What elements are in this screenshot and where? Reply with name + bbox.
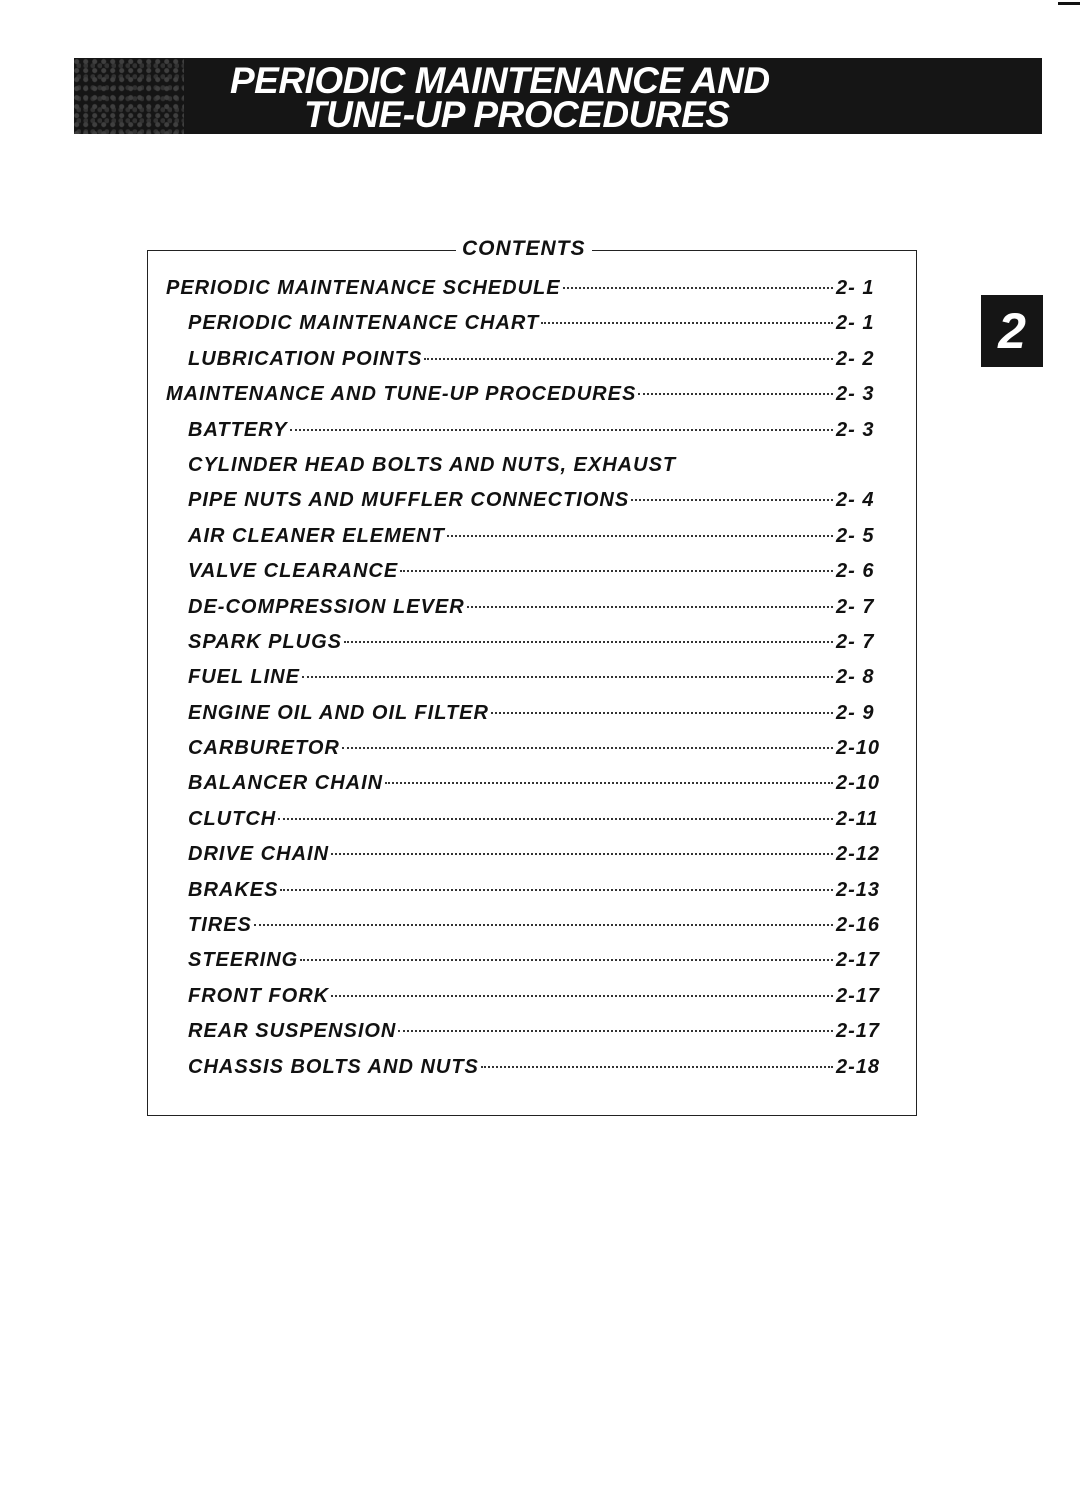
toc-entry bbox=[148, 914, 916, 949]
toc-entry-page: 2- 5 bbox=[836, 524, 875, 547]
toc-entry-page: 2-10 bbox=[836, 737, 881, 760]
toc-entry-page: 2- 1 bbox=[836, 277, 875, 299]
toc-leader-dots bbox=[400, 570, 833, 572]
toc-entry-label: PERIODIC MAINTENANCE SCHEDULE bbox=[166, 277, 561, 299]
toc-entry-page: 2- 7 bbox=[836, 595, 875, 618]
toc-leader-dots bbox=[342, 747, 833, 749]
toc-entry-label: BRAKES bbox=[188, 878, 279, 901]
toc-entry-page: 2- 3 bbox=[836, 383, 875, 406]
toc-entry-label: STEERING bbox=[188, 949, 299, 972]
toc-entry-page: 2-17 bbox=[836, 1020, 881, 1043]
toc-entry-label: LUBRICATION POINTS bbox=[188, 347, 423, 370]
toc-entry bbox=[148, 383, 916, 418]
toc-entry-label: VALVE CLEARANCE bbox=[188, 560, 399, 583]
toc-leader-dots bbox=[398, 1030, 833, 1032]
toc-leader-dots bbox=[300, 959, 833, 961]
chapter-title-line-2: TUNE-UP PROCEDURES bbox=[304, 94, 730, 135]
chapter-title-line-1: PERIODIC MAINTENANCE AND bbox=[230, 60, 770, 101]
toc-entry-label: AIR CLEANER ELEMENT bbox=[188, 524, 445, 547]
toc-entry bbox=[148, 560, 916, 595]
toc-leader-dots bbox=[638, 393, 833, 395]
toc-leader-dots bbox=[563, 287, 833, 289]
toc-entry bbox=[148, 312, 916, 347]
toc-entry-label: TIRES bbox=[188, 914, 252, 937]
toc-entry bbox=[148, 1020, 916, 1055]
toc-entry bbox=[148, 702, 916, 737]
toc-entry-page: 2- 1 bbox=[836, 312, 875, 335]
contents-box bbox=[147, 237, 917, 1116]
toc-entry-label: FRONT FORK bbox=[188, 984, 330, 1007]
toc-entry bbox=[148, 454, 916, 489]
toc-entry-page: 2-17 bbox=[836, 949, 881, 972]
toc-entry bbox=[148, 596, 916, 631]
toc-entry bbox=[148, 525, 916, 560]
toc-entry-page: 2-13 bbox=[836, 878, 881, 901]
toc-entry-page: 2- 4 bbox=[836, 489, 875, 512]
toc-entry bbox=[148, 666, 916, 701]
toc-leader-dots bbox=[424, 358, 833, 360]
toc-leader-dots bbox=[631, 499, 833, 501]
toc-entry bbox=[148, 1056, 916, 1091]
toc-entry-label: BALANCER CHAIN bbox=[188, 772, 384, 795]
toc-entry-label: CARBURETOR bbox=[188, 737, 340, 760]
toc-entry-page: 2- 3 bbox=[836, 418, 875, 441]
toc-entry-label: CLUTCH bbox=[188, 807, 277, 830]
toc-leader-dots bbox=[280, 889, 833, 891]
toc-entry-page: 2-10 bbox=[836, 772, 881, 795]
toc-leader-dots bbox=[491, 712, 833, 714]
toc-entry-label: CYLINDER HEAD BOLTS AND NUTS, EXHAUST bbox=[188, 453, 677, 476]
toc-list bbox=[148, 277, 916, 1091]
toc-entry-label: BATTERY bbox=[188, 418, 288, 441]
toc-entry bbox=[148, 631, 916, 666]
toc-leader-dots bbox=[331, 853, 833, 855]
toc-entry bbox=[148, 737, 916, 772]
toc-entry-page: 2-11 bbox=[836, 807, 879, 830]
banner-texture bbox=[74, 58, 184, 134]
toc-entry-page: 2- 2 bbox=[836, 347, 875, 370]
toc-entry-page: 2- 6 bbox=[836, 560, 875, 583]
toc-entry-label: DE-COMPRESSION LEVER bbox=[188, 595, 465, 618]
toc-entry-page: 2- 8 bbox=[836, 666, 875, 689]
chapter-title-banner bbox=[74, 58, 1042, 134]
toc-entry-page: 2-16 bbox=[836, 914, 881, 937]
toc-leader-dots bbox=[481, 1066, 833, 1068]
toc-leader-dots bbox=[447, 535, 833, 537]
toc-leader-dots bbox=[290, 429, 833, 431]
toc-entry bbox=[148, 772, 916, 807]
toc-entry-label: DRIVE CHAIN bbox=[188, 843, 330, 866]
toc-entry-page: 2-18 bbox=[836, 1055, 881, 1078]
toc-entry-label: PIPE NUTS AND MUFFLER CONNECTIONS bbox=[188, 489, 630, 512]
toc-entry-label: CHASSIS BOLTS AND NUTS bbox=[188, 1055, 479, 1078]
toc-entry-page: 2-17 bbox=[836, 984, 881, 1007]
toc-entry-label: REAR SUSPENSION bbox=[188, 1020, 397, 1043]
toc-leader-dots bbox=[278, 818, 833, 820]
toc-entry bbox=[148, 808, 916, 843]
toc-entry bbox=[148, 985, 916, 1020]
toc-entry bbox=[148, 879, 916, 914]
toc-leader-dots bbox=[344, 641, 833, 643]
toc-leader-dots bbox=[254, 924, 833, 926]
toc-entry-label: PERIODIC MAINTENANCE CHART bbox=[188, 312, 540, 335]
toc-leader-dots bbox=[467, 606, 833, 608]
toc-entry bbox=[148, 843, 916, 878]
toc-leader-dots bbox=[331, 995, 833, 997]
toc-entry bbox=[148, 419, 916, 454]
toc-entry-label: FUEL LINE bbox=[188, 666, 300, 689]
toc-entry-label: ENGINE OIL AND OIL FILTER bbox=[188, 701, 489, 724]
corner-mark bbox=[1058, 2, 1080, 5]
contents-heading: CONTENTS bbox=[456, 235, 592, 263]
toc-entry bbox=[148, 348, 916, 383]
toc-leader-dots bbox=[385, 782, 833, 784]
toc-leader-dots bbox=[541, 322, 833, 324]
toc-entry bbox=[148, 949, 916, 984]
toc-entry-label: MAINTENANCE AND TUNE-UP PROCEDURES bbox=[166, 383, 637, 406]
toc-entry-label: SPARK PLUGS bbox=[188, 630, 342, 653]
section-tab-marker: 2 bbox=[981, 295, 1043, 367]
toc-entry-page: 2- 9 bbox=[836, 701, 875, 724]
toc-leader-dots bbox=[302, 676, 833, 678]
toc-entry-page: 2- 7 bbox=[836, 630, 875, 653]
toc-entry bbox=[148, 277, 916, 312]
toc-entry-page: 2-12 bbox=[836, 843, 881, 866]
toc-entry bbox=[148, 489, 916, 524]
